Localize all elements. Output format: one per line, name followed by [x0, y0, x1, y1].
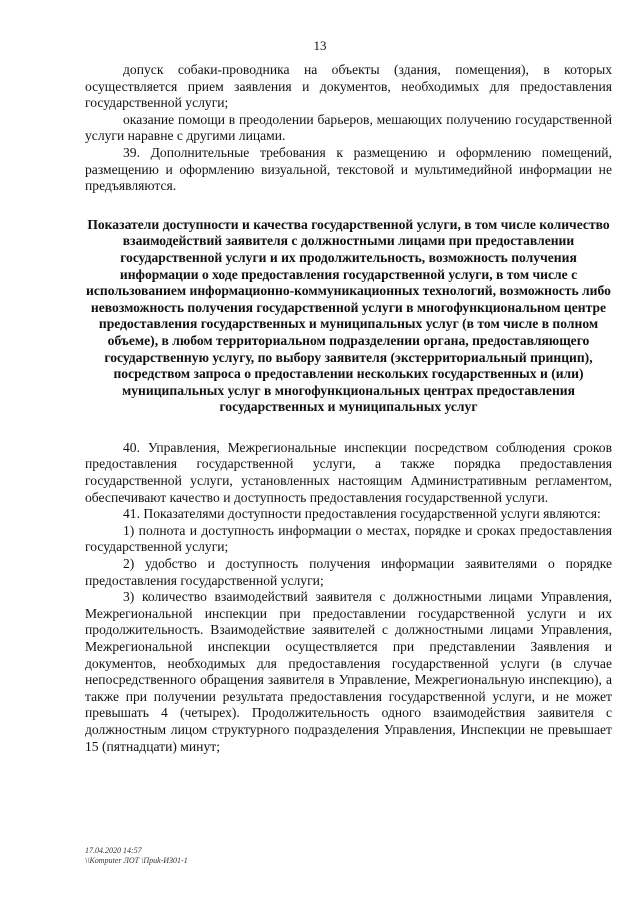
footer-file-path: \\Komputer ЛОТ \Приk-ИЗ01-1 [85, 856, 188, 865]
list-item-2: 2) удобство и доступность получения информации заявителями о порядке предоставления государственной услуги; [85, 556, 612, 588]
footer-timestamp: 17.04.2020 14:57 [85, 846, 142, 855]
document-body [85, 62, 612, 755]
list-item-3: 3) количество взаимодействий заявителя с должностными лицами Управления, Межрегиональной инспекции при предоставлении государственной услуги и их продолжительность. Взаимодействие заявителей с должностными лицами Управления, Межрегиональной инспекции осуществляется при представлении Заявления и документов, необходимых для предоставления государственной услуги (в случае непосредственного обращения заявителя в Управление, Межрегиональную инспекцию), а также при получении результата предоставления государственной услуги, и не может превышать 4 (четырех). Продолжительность одного взаимодействия заявителя с должностным лицом структурного подразделения Управления, Инспекции не превышает 15 (пятнадцати) минут; [85, 589, 612, 754]
paragraph-39: 39. Дополнительные требования к размещению и оформлению помещений, размещению и оформлению визуальной, текстовой и мультимедийной информации не предъявляются. [85, 144, 612, 194]
paragraph-barrier-assistance: оказание помощи в преодолении барьеров, мешающих получению государственной услуги наравне с другими лицами. [85, 111, 612, 144]
paragraph-guide-dog: допуск собаки-проводника на объекты (здания, помещения), в которых осуществляется прием заявления и документов, необходимых для предоставления государственной услуги; [85, 62, 612, 111]
document-footer [85, 846, 188, 866]
paragraph-40: 40. Управления, Межрегиональные инспекции посредством соблюдения сроков предоставления государственной услуги, а также порядка предоставления государственной услуги, установленных настоящим Административным регламентом, обеспечивают качество и доступность предоставления государственной услуги. [85, 439, 612, 505]
section-heading: Показатели доступности и качества государственной услуги, в том числе количество взаимодействий заявителя с должностными лицами при предоставлении государственной услуги и их продолжительность, возможность получения информации о ходе предоставления государственной услуги, в том числе с использованием информационно-коммуникационных технологий, возможность либо невозможность получения государственной услуги в многофункциональном центре предоставления государственных и муниципальных услуг (в том числе в полном объеме), в любом территориальном подразделении органа, предоставляющего государственную услугу, по выбору заявителя (экстерриториальный принцип), посредством запроса о предоставлении нескольких государственных и (или) муниципальных услуг в многофункциональных центрах предоставления государственных и муниципальных услуг [86, 216, 611, 415]
paragraph-41: 41. Показателями доступности предоставления государственной услуги являются: [123, 506, 601, 522]
page-number: 13 [313, 38, 327, 53]
list-item-1: 1) полнота и доступность информации о местах, порядке и сроках предоставления государственной услуги; [85, 522, 612, 555]
